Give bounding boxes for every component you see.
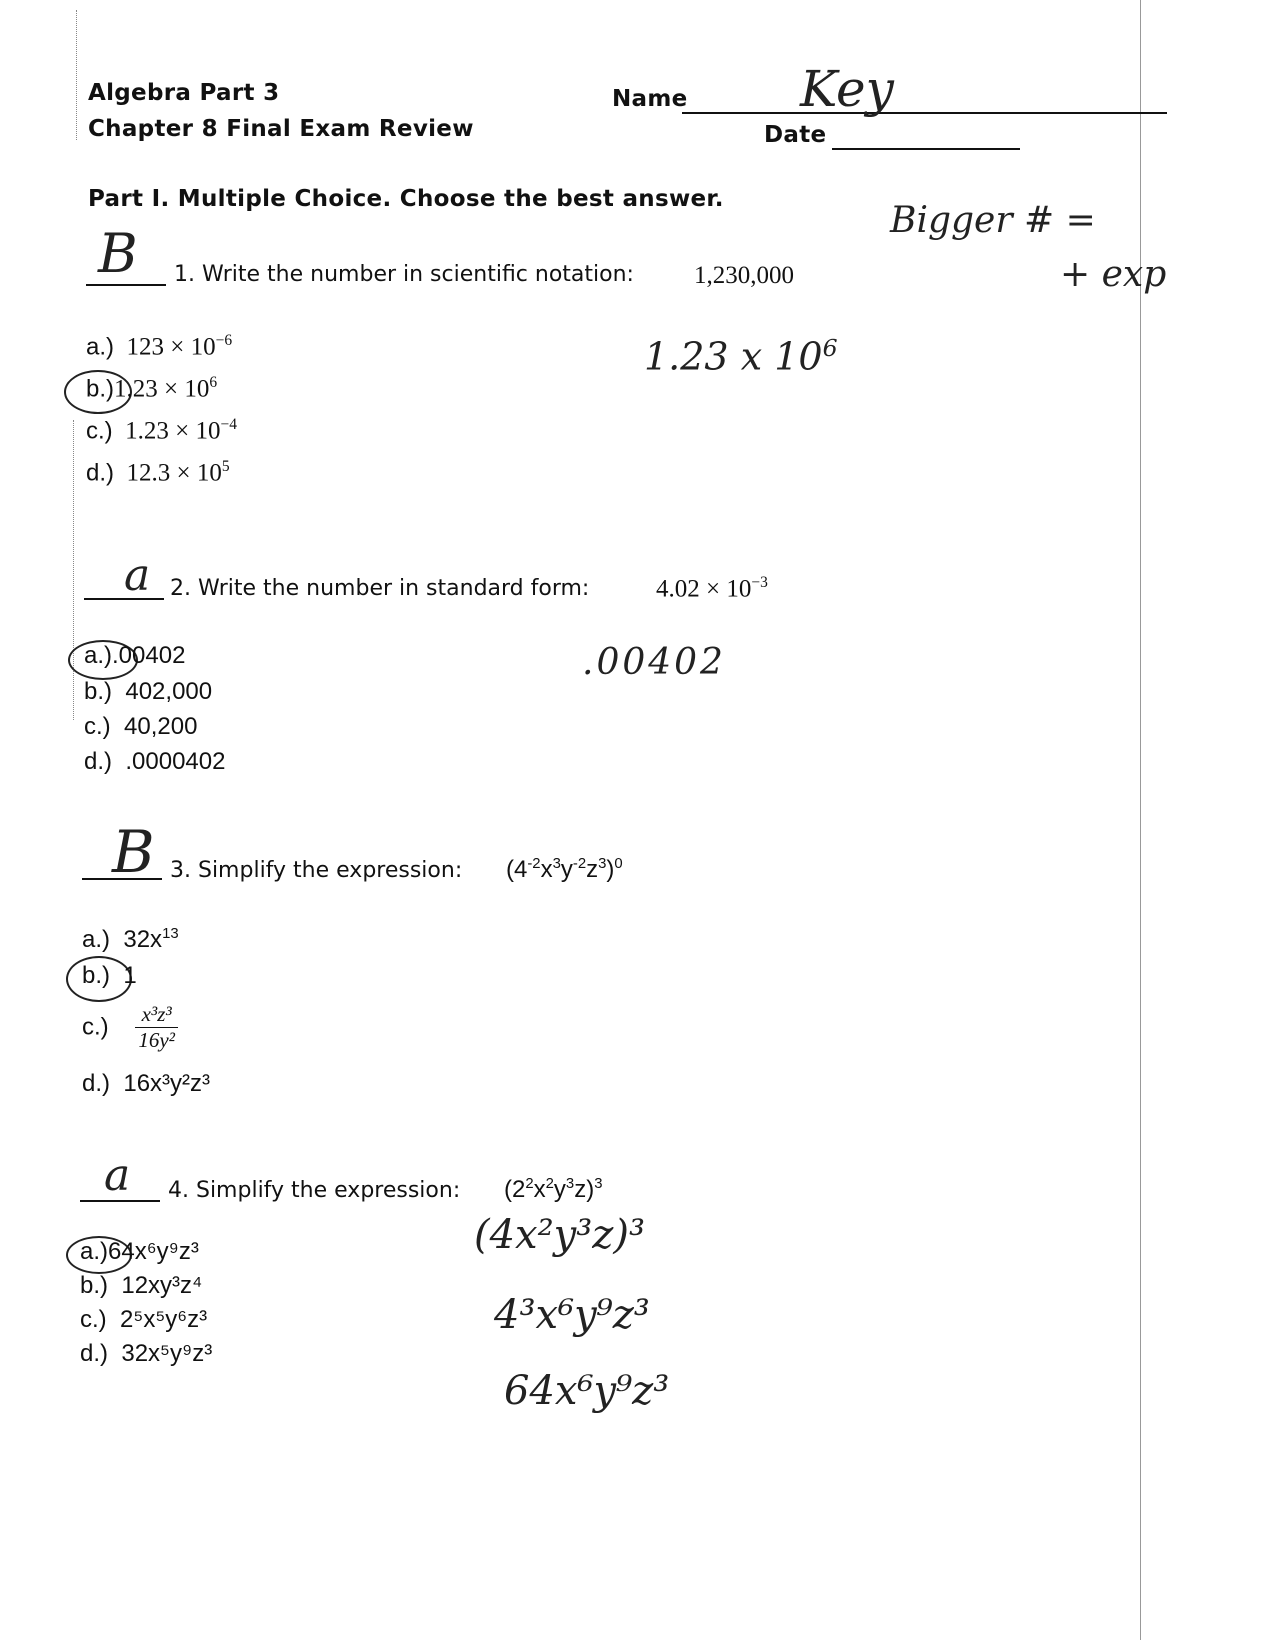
option-b[interactable]: b.) 12xy³z⁴ xyxy=(80,1272,203,1299)
option-d[interactable]: d.) .0000402 xyxy=(84,748,226,775)
question-prompt: 4. Simplify the expression: xyxy=(168,1178,461,1203)
handwritten-answer: B xyxy=(98,222,138,285)
option-c[interactable]: c.) $\frac{\text{x³z³}}{\text{16y²}}$ xyxy=(82,1002,178,1053)
left-page-edge xyxy=(76,10,77,140)
option-a[interactable]: a.) $32x^{13}$ xyxy=(82,926,179,953)
handwritten-work: 64x⁶y⁹z³ xyxy=(504,1368,670,1414)
option-a[interactable]: a.)64x⁶y⁹z³ xyxy=(80,1238,199,1265)
option-a[interactable]: a.).00402 xyxy=(84,642,186,669)
option-d[interactable]: d.) 16x³y²z³ xyxy=(82,1070,211,1097)
fraction: $\frac{\text{x³z³}}{\text{16y²}}$ xyxy=(135,1002,178,1053)
handwritten-answer: a xyxy=(104,1150,131,1201)
handwritten-work: (4x²y³z)³ xyxy=(474,1212,645,1258)
option-d[interactable]: d.) $12.3 \times 10^5$ xyxy=(86,458,230,487)
question-expression: $(4^{-2}x^3y^{-2}z^3)^0$ xyxy=(506,856,623,883)
handwritten-answer: a xyxy=(124,550,151,601)
course-title: Algebra Part 3 xyxy=(88,80,280,106)
option-b[interactable]: b.) 1 xyxy=(82,962,137,989)
question-expression: 1,230,000 xyxy=(694,262,794,289)
question-prompt: 1. Write the number in scientific notation: xyxy=(174,262,634,287)
question-prompt: 3. Simplify the expression: xyxy=(170,858,463,883)
option-c[interactable]: c.) 40,200 xyxy=(84,713,198,740)
question-prompt: 2. Write the number in standard form: xyxy=(170,576,590,601)
option-b[interactable]: $b.)1.23 \times 10^6$ xyxy=(86,374,218,403)
left-page-edge xyxy=(73,420,74,720)
date-field-line[interactable] xyxy=(832,148,1020,150)
name-value: Key xyxy=(800,60,894,118)
document-subtitle: Chapter 8 Final Exam Review xyxy=(88,116,474,142)
handwritten-work: .00402 xyxy=(582,642,726,683)
option-b[interactable]: b.) 402,000 xyxy=(84,678,213,705)
option-d[interactable]: d.) 32x⁵y⁹z³ xyxy=(80,1340,213,1367)
option-c[interactable]: c.) 2⁵x⁵y⁶z³ xyxy=(80,1306,208,1333)
handwritten-answer: B xyxy=(112,818,155,886)
name-label: Name xyxy=(612,86,688,112)
side-note-line2: + exp xyxy=(1060,254,1167,295)
handwritten-work: 4³x⁶y⁹z³ xyxy=(494,1292,650,1338)
question-expression: $(2^2x^2y^3z)^3$ xyxy=(504,1176,603,1203)
name-field-line[interactable] xyxy=(682,112,1167,114)
right-page-edge xyxy=(1140,0,1141,1640)
option-a[interactable]: a.) $123 \times 10^{-6}$ xyxy=(86,332,233,361)
option-c[interactable]: c.) $1.23 \times 10^{-4}$ xyxy=(86,416,238,445)
side-note-line1: Bigger # = xyxy=(890,200,1096,241)
part-title: Part I. Multiple Choice. Choose the best answer. xyxy=(88,186,724,212)
question-expression: $4.02 \times 10^{-3}$ xyxy=(656,574,768,603)
handwritten-work: 1.23 x $10^6$ xyxy=(644,334,838,379)
date-label: Date xyxy=(764,122,827,148)
